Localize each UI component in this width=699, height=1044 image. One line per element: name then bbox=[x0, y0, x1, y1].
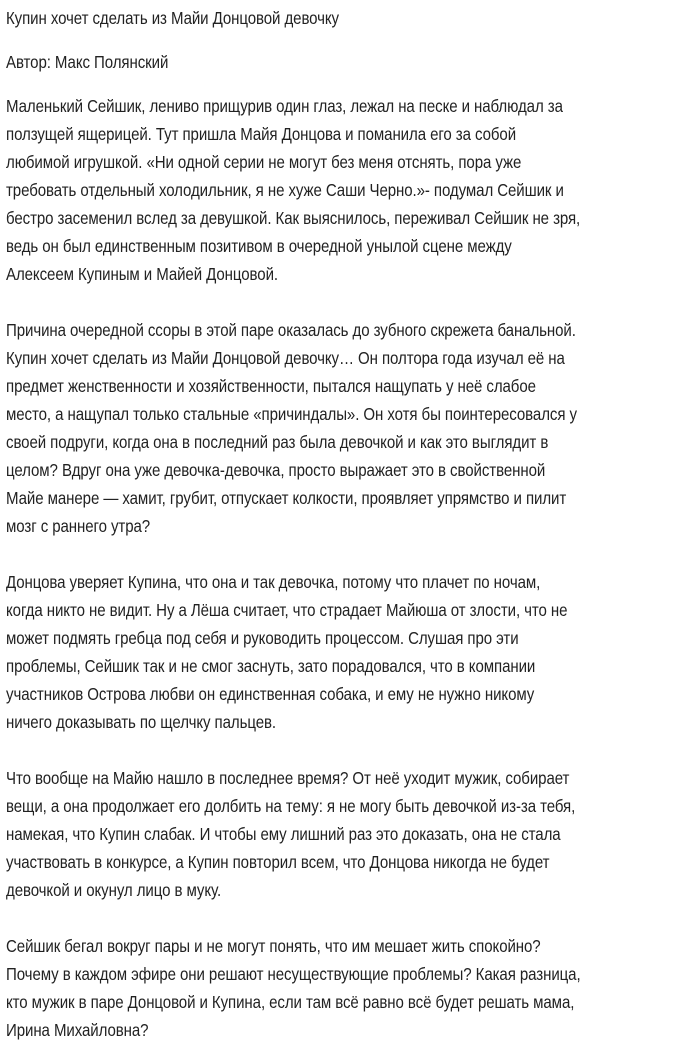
paragraph-line: девочкой и окунул лицо в муку. bbox=[6, 880, 222, 900]
paragraph-line: кто мужик в паре Донцовой и Купина, если там всё равно всё будет решать мама, bbox=[6, 992, 575, 1012]
paragraph-line: ведь он был единственным позитивом в очередной унылой сцене между bbox=[6, 236, 512, 256]
paragraph-line: вещи, а она продолжает его долбить на тему: я не могу быть девочкой из-за тебя, bbox=[6, 796, 576, 816]
paragraph-line: ничего доказывать по щелчку пальцев. bbox=[6, 712, 276, 732]
paragraph-2 bbox=[6, 316, 699, 540]
paragraph-line: Алексеем Купиным и Майей Донцовой. bbox=[6, 264, 279, 284]
author-text: Автор: Макс Полянский bbox=[6, 52, 169, 72]
paragraph-line: бестро засеменил вслед за девушкой. Как выяснилось, переживал Сейшик не зря, bbox=[6, 208, 581, 228]
paragraph-line: когда никто не видит. Ну а Лёша считает, что страдает Майюша от злости, что не bbox=[6, 600, 568, 620]
paragraph-line: Причина очередной ссоры в этой паре оказалась до зубного скрежета банальной. bbox=[6, 320, 576, 340]
paragraph-line: Донцова уверяет Купина, что она и так девочка, потому что плачет по ночам, bbox=[6, 572, 541, 592]
paragraph-line: требовать отдельный холодильник, я не хуже Саши Черно.»- подумал Сейшик и bbox=[6, 180, 564, 200]
paragraph-3 bbox=[6, 568, 699, 736]
paragraph-line: Что вообще на Майю нашло в последнее время? От неё уходит мужик, собирает bbox=[6, 768, 570, 788]
paragraph-4 bbox=[6, 764, 699, 904]
paragraph-line: ползущей ящерицей. Тут пришла Майя Донцова и поманила его за собой bbox=[6, 124, 517, 144]
paragraph-line: предмет женственности и хозяйственности, пытался нащупать у неё слабое bbox=[6, 376, 536, 396]
paragraph-line: место, а нащупал только стальные «причиндалы». Он хотя бы поинтересовался у bbox=[6, 404, 577, 424]
paragraph-line: намекая, что Купин слабак. И чтобы ему лишний раз это доказать, она не стала bbox=[6, 824, 561, 844]
paragraph-line: участников Острова любви он единственная собака, и ему не нужно никому bbox=[6, 684, 535, 704]
paragraph-line: может подмять гребца под себя и руководить процессом. Слушая про эти bbox=[6, 628, 519, 648]
paragraph-line: участвовать в конкурсе, а Купин повторил всем, что Донцова никогда не будет bbox=[6, 852, 550, 872]
paragraph-line: Купин хочет сделать из Майи Донцовой девочку… Он полтора года изучал её на bbox=[6, 348, 565, 368]
paragraph-line: мозг с раннего утра? bbox=[6, 516, 151, 536]
paragraph-5 bbox=[6, 932, 699, 1044]
paragraph-1 bbox=[6, 92, 699, 288]
paragraph-line: Маленький Сейшик, лениво прищурив один глаз, лежал на песке и наблюдал за bbox=[6, 96, 563, 116]
paragraph-line: любимой игрушкой. «Ни одной серии не могут без меня отснять, пора уже bbox=[6, 152, 522, 172]
article-title bbox=[6, 4, 699, 32]
article-author bbox=[6, 48, 699, 76]
paragraph-line: Майе манере — хамит, грубит, отпускает колкости, проявляет упрямство и пилит bbox=[6, 488, 567, 508]
paragraph-line: Почему в каждом эфире они решают несуществующие проблемы? Какая разница, bbox=[6, 964, 581, 984]
paragraph-line: Сейшик бегал вокруг пары и не могут понять, что им мешает жить спокойно? bbox=[6, 936, 541, 956]
paragraph-line: целом? Вдруг она уже девочка-девочка, просто выражает это в свойственной bbox=[6, 460, 546, 480]
paragraph-line: проблемы, Сейшик так и не смог заснуть, зато порадовался, что в компании bbox=[6, 656, 536, 676]
paragraph-line: своей подруги, когда она в последний раз была девочкой и как это выглядит в bbox=[6, 432, 549, 452]
title-text: Купин хочет сделать из Майи Донцовой девочку bbox=[6, 8, 340, 28]
paragraph-line: Ирина Михайловна? bbox=[6, 1020, 149, 1040]
